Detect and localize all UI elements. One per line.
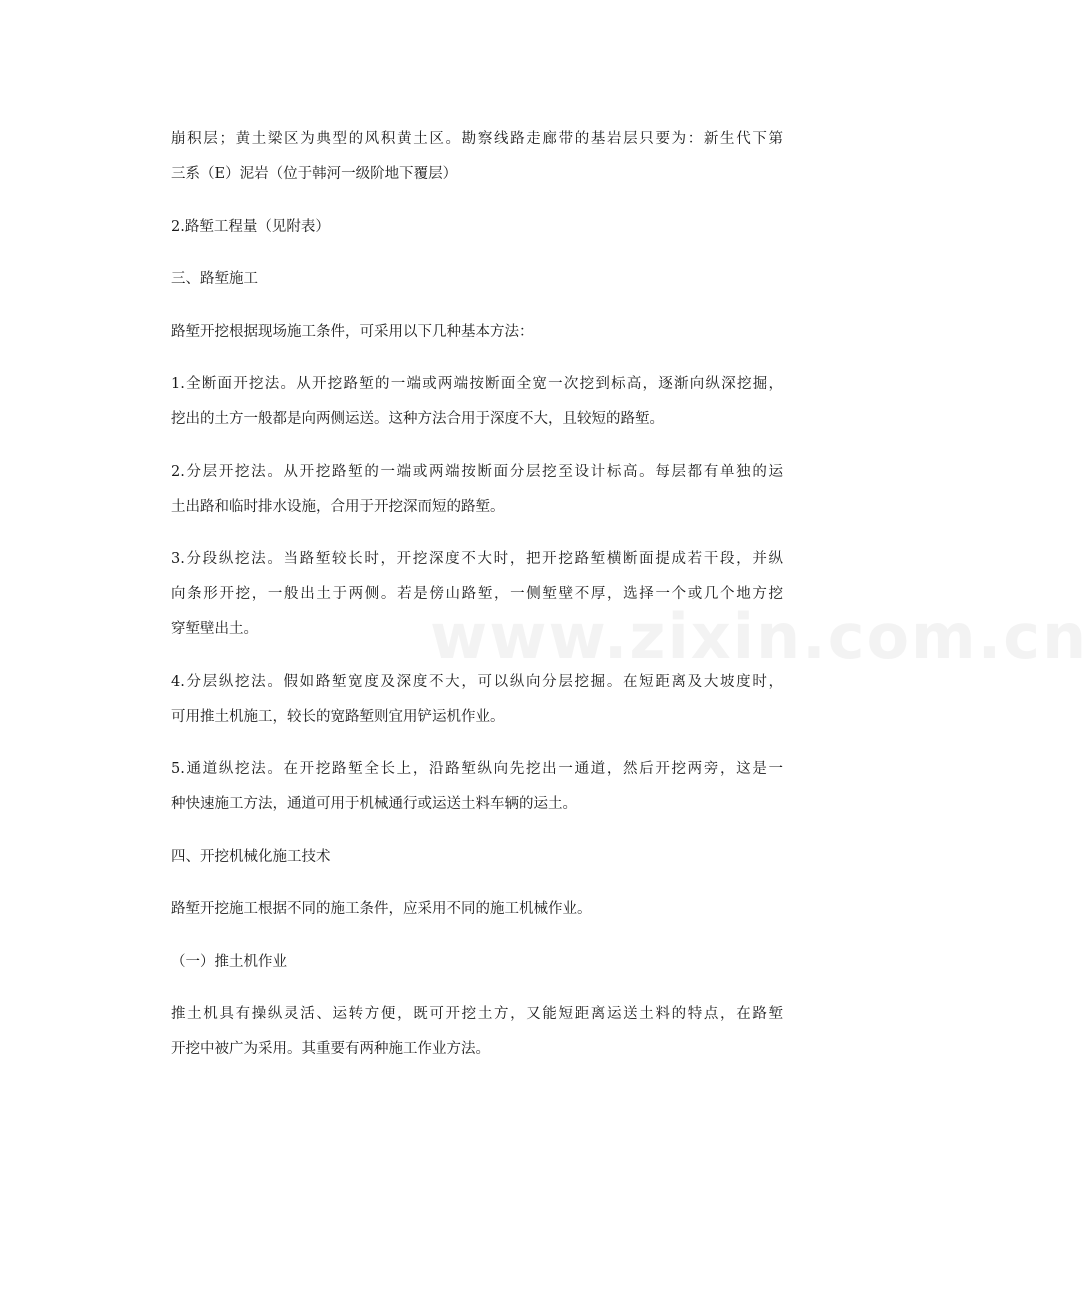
paragraph	[171, 542, 783, 647]
paragraph	[171, 315, 783, 350]
paragraph	[171, 665, 783, 735]
text-line: 可用推土机施工，较长的宽路堑则宜用铲运机作业。	[171, 708, 505, 725]
paragraph	[171, 367, 783, 437]
text-line: 5.通道纵挖法。在开挖路堑全长上，沿路堑纵向先挖出一通道，然后开挖两旁，这是一	[171, 761, 783, 777]
section-heading	[171, 262, 783, 297]
text-line: 4.分层纵挖法。假如路堑宽度及深度不大，可以纵向分层挖掘。在短距离及大坡度时，	[171, 673, 783, 690]
paragraph	[171, 752, 783, 822]
paragraph	[171, 210, 783, 245]
text-line: 土出路和临时排水设施，合用于开挖深而短的路堑。	[171, 498, 505, 515]
text-line: 种快速施工方法，通道可用于机械通行或运送土料车辆的运土。	[171, 796, 577, 812]
text-line: 路堑开挖根据现场施工条件，可采用以下几种基本方法：	[171, 323, 534, 340]
text-line: 2.分层开挖法。从开挖路堑的一端或两端按断面分层挖至设计标高。每层都有单独的运	[171, 463, 783, 480]
watermark: www.zixin.com.cn	[430, 600, 1088, 673]
text-line: 三系（E）泥岩（位于韩河一级阶地下覆层）	[171, 166, 458, 182]
paragraph	[171, 997, 783, 1067]
text-line: 推土机具有操纵灵活、运转方便，既可开挖土方，又能短距离运送土料的特点，在路堑	[171, 1006, 783, 1022]
text-line: 挖出的土方一般都是向两侧运送。这种方法合用于深度不大，且较短的路堑。	[171, 411, 664, 427]
text-line: 向条形开挖，一般出土于两侧。若是傍山路堑，一侧堑壁不厚，选择一个或几个地方挖	[171, 586, 783, 602]
paragraph	[171, 892, 783, 927]
section-heading	[171, 840, 783, 875]
text-line: 2.路堑工程量（见附表）	[171, 218, 330, 235]
text-line: 路堑开挖施工根据不同的施工条件，应采用不同的施工机械作业。	[171, 901, 592, 917]
text-line: 开挖中被广为采用。其重要有两种施工作业方法。	[171, 1041, 490, 1057]
document-body	[171, 122, 783, 1067]
paragraph	[171, 122, 783, 192]
text-line: （一）推土机作业	[171, 953, 287, 970]
text-line: 三、路堑施工	[171, 271, 258, 287]
text-line: 1.全断面开挖法。从开挖路堑的一端或两端按断面全宽一次挖到标高，逐渐向纵深挖掘，	[171, 376, 783, 392]
paragraph	[171, 455, 783, 525]
text-line: 3.分段纵挖法。当路堑较长时，开挖深度不大时，把开挖路堑横断面提成若干段，并纵	[171, 551, 783, 567]
subsection-heading	[171, 945, 783, 980]
text-line: 穿堑壁出土。	[171, 621, 258, 637]
text-line: 四、开挖机械化施工技术	[171, 848, 331, 865]
text-line: 崩积层；黄土梁区为典型的风积黄土区。勘察线路走廊带的基岩层只要为：新生代下第	[171, 131, 783, 147]
